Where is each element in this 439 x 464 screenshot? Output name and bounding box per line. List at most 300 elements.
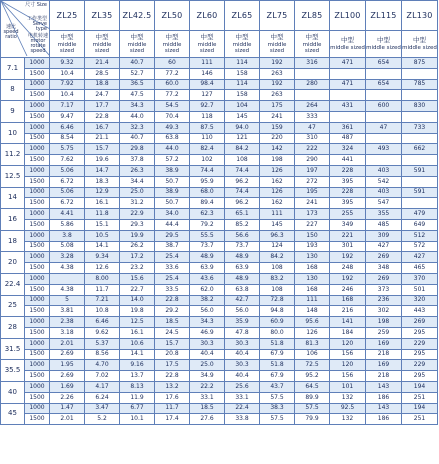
value-cell: 40.4	[190, 349, 225, 360]
value-cell: 403	[366, 165, 402, 176]
value-cell: 662	[402, 144, 438, 155]
value-cell: 96.2	[225, 176, 260, 187]
value-cell: 17.5	[155, 360, 190, 371]
value-cell: 5.2	[85, 414, 120, 425]
value-cell: 38.3	[260, 403, 295, 414]
value-cell: 542	[366, 176, 402, 187]
value-cell: 68.0	[190, 187, 225, 198]
value-cell: 22.4	[225, 403, 260, 414]
value-cell: 8.13	[120, 381, 155, 392]
value-cell: 92.5	[330, 403, 366, 414]
table-row	[1, 381, 438, 392]
value-cell: 15.7	[85, 144, 120, 155]
type-en: middle sized	[366, 44, 401, 51]
value-cell: 63.8	[225, 284, 260, 295]
value-cell: 9.47	[50, 111, 85, 122]
model-header: ZL25	[50, 1, 85, 31]
table-row	[1, 392, 438, 403]
value-cell: 169	[366, 360, 402, 371]
value-cell: 89.9	[295, 392, 330, 403]
table-row	[1, 284, 438, 295]
table-row	[1, 349, 438, 360]
value-cell: 132	[330, 414, 366, 425]
value-cell: 89.4	[190, 198, 225, 209]
speed-cell: 1500	[25, 219, 50, 230]
value-cell: 104	[225, 101, 260, 112]
value-cell: 221	[330, 230, 366, 241]
value-cell: 8.54	[50, 133, 85, 144]
value-cell: 220	[260, 133, 295, 144]
type-header	[330, 31, 366, 58]
value-cell: 572	[402, 241, 438, 252]
value-cell: 56.0	[190, 306, 225, 317]
value-cell: 51.8	[260, 338, 295, 349]
value-cell: 471	[330, 79, 366, 90]
ratio-cell: 22.4	[1, 273, 25, 295]
table-row	[1, 198, 438, 209]
ratio-cell: 8	[1, 79, 25, 101]
value-cell: 263	[260, 90, 295, 101]
value-cell: 57.5	[295, 403, 330, 414]
value-cell: 22.2	[190, 381, 225, 392]
value-cell	[330, 90, 366, 101]
table-row	[1, 133, 438, 144]
value-cell: 649	[402, 219, 438, 230]
value-cell: 47	[366, 122, 402, 133]
type-cn: 中型	[341, 36, 354, 45]
type-header	[295, 31, 330, 58]
value-cell: 186	[366, 392, 402, 403]
value-cell: 18.8	[85, 79, 120, 90]
value-cell: 22.8	[85, 111, 120, 122]
value-cell: 4.70	[85, 360, 120, 371]
value-cell	[366, 111, 402, 122]
value-cell: 501	[402, 284, 438, 295]
value-cell: 150	[295, 230, 330, 241]
speed-cell: 1500	[25, 414, 50, 425]
value-cell: 21.4	[85, 58, 120, 69]
value-cell: 84.2	[260, 252, 295, 263]
value-cell: 246	[330, 284, 366, 295]
type-cn: 中型	[377, 36, 390, 45]
value-cell: 14.1	[85, 241, 120, 252]
value-cell: 192	[330, 273, 366, 284]
size-label: 尺寸 Size	[25, 2, 47, 8]
value-cell: 395	[330, 198, 366, 209]
value-cell: 2.69	[50, 371, 85, 382]
value-cell: 11.7	[85, 284, 120, 295]
value-cell: 216	[330, 306, 366, 317]
table-row	[1, 219, 438, 230]
value-cell: 74.4	[225, 187, 260, 198]
model-header: ZL35	[85, 1, 120, 31]
value-cell: 79.9	[295, 414, 330, 425]
value-cell	[402, 90, 438, 101]
table-row	[1, 338, 438, 349]
model-header: ZL100	[330, 1, 366, 31]
table-row	[1, 187, 438, 198]
value-cell: 241	[295, 198, 330, 209]
value-cell: 733	[402, 122, 438, 133]
value-cell: 120	[330, 338, 366, 349]
value-cell: 875	[402, 58, 438, 69]
value-cell: 46.9	[190, 327, 225, 338]
value-cell: 126	[260, 165, 295, 176]
value-cell: 82.4	[190, 144, 225, 155]
table-row	[1, 122, 438, 133]
value-cell: 309	[366, 230, 402, 241]
speed-cell: 1500	[25, 111, 50, 122]
value-cell: 194	[402, 381, 438, 392]
value-cell: 6.77	[120, 403, 155, 414]
value-cell: 487	[330, 133, 366, 144]
value-cell: 56.6	[225, 230, 260, 241]
value-cell: 17.2	[120, 252, 155, 263]
value-cell: 591	[402, 187, 438, 198]
value-cell: 98.4	[190, 79, 225, 90]
value-cell: 96.2	[225, 198, 260, 209]
value-cell: 63.8	[155, 133, 190, 144]
value-cell: 108	[225, 155, 260, 166]
type-header	[402, 31, 438, 58]
value-cell: 130	[295, 273, 330, 284]
value-cell: 6.46	[50, 122, 85, 133]
value-cell: 62.0	[190, 284, 225, 295]
value-cell: 62.3	[190, 209, 225, 220]
value-cell: 3.18	[50, 327, 85, 338]
value-cell: 156	[330, 371, 366, 382]
value-cell: 60.0	[155, 79, 190, 90]
value-cell: 95.9	[190, 176, 225, 187]
value-cell: 33.1	[225, 392, 260, 403]
speed-cell: 1500	[25, 371, 50, 382]
table-row	[1, 371, 438, 382]
value-cell: 302	[366, 306, 402, 317]
speed-cell: 1000	[25, 403, 50, 414]
value-cell: 145	[260, 219, 295, 230]
value-cell: 25.0	[120, 187, 155, 198]
value-cell: 11.9	[120, 392, 155, 403]
value-cell: 92.7	[190, 101, 225, 112]
value-cell: 10.6	[120, 338, 155, 349]
value-cell: 15.7	[155, 338, 190, 349]
value-cell: 27.6	[190, 414, 225, 425]
value-cell: 241	[260, 111, 295, 122]
value-cell: 43.7	[260, 381, 295, 392]
ratio-cell: 16	[1, 209, 25, 231]
value-cell: 229	[402, 338, 438, 349]
value-cell: 5.06	[50, 165, 85, 176]
table-row	[1, 58, 438, 69]
value-cell: 124	[260, 241, 295, 252]
value-cell: 14.7	[85, 165, 120, 176]
value-cell: 50.7	[155, 176, 190, 187]
value-cell: 18.3	[85, 176, 120, 187]
speed-cell: 1500	[25, 133, 50, 144]
value-cell: 70.4	[155, 111, 190, 122]
value-cell: 175	[260, 101, 295, 112]
ratio-cell: 11.2	[1, 144, 25, 166]
value-cell: 40.7	[120, 58, 155, 69]
ratio-cell: 9	[1, 101, 25, 123]
value-cell: 348	[366, 263, 402, 274]
value-cell	[366, 155, 402, 166]
value-cell: 16.1	[120, 327, 155, 338]
speed-cell: 1500	[25, 306, 50, 317]
value-cell: 2.01	[50, 414, 85, 425]
value-cell: 269	[366, 252, 402, 263]
ratio-cell: 45	[1, 403, 25, 425]
type-cn: 中型	[200, 33, 214, 42]
speed-cell: 1500	[25, 392, 50, 403]
value-cell: 57.5	[260, 392, 295, 403]
type-header	[190, 31, 225, 58]
value-cell: 74.4	[225, 165, 260, 176]
speed-cell: 1500	[25, 241, 50, 252]
table-row	[1, 273, 438, 284]
speed-cell: 1000	[25, 101, 50, 112]
value-cell: 6.72	[50, 198, 85, 209]
value-cell: 9.34	[85, 252, 120, 263]
value-cell: 14.1	[120, 349, 155, 360]
value-cell: 1.47	[50, 403, 85, 414]
speed-cell: 1500	[25, 284, 50, 295]
value-cell: 21.1	[85, 133, 120, 144]
value-cell: 94.0	[225, 122, 260, 133]
speed-cell: 1500	[25, 349, 50, 360]
value-cell: 22.8	[155, 371, 190, 382]
value-cell: 11.7	[155, 403, 190, 414]
value-cell: 73.7	[190, 241, 225, 252]
value-cell: 4.17	[85, 381, 120, 392]
type-cn: 中型	[60, 33, 74, 42]
value-cell: 143	[366, 381, 402, 392]
value-cell: 9.32	[50, 58, 85, 69]
value-cell: 654	[366, 79, 402, 90]
speed-cell: 1000	[25, 317, 50, 328]
value-cell: 57.2	[155, 155, 190, 166]
value-cell: 25.4	[155, 273, 190, 284]
value-cell: 142	[260, 144, 295, 155]
value-cell: 95.6	[295, 317, 330, 328]
value-cell: 16.7	[85, 122, 120, 133]
value-cell: 5.06	[50, 187, 85, 198]
value-cell: 85.2	[225, 219, 260, 230]
value-cell: 83.2	[260, 273, 295, 284]
value-cell: 10.4	[50, 90, 85, 101]
value-cell: 272	[295, 176, 330, 187]
value-cell: 40.7	[120, 133, 155, 144]
value-cell: 255	[330, 209, 366, 220]
value-cell	[330, 111, 366, 122]
value-cell: 162	[260, 198, 295, 209]
model-header-row	[1, 1, 438, 31]
value-cell: 126	[295, 327, 330, 338]
value-cell	[366, 68, 402, 79]
model-header: ZL75	[260, 1, 295, 31]
value-cell: 3.28	[50, 252, 85, 263]
value-cell: 38.2	[190, 295, 225, 306]
table-row	[1, 306, 438, 317]
value-cell: 34.3	[120, 101, 155, 112]
value-cell: 6.46	[85, 317, 120, 328]
value-cell: 1.69	[50, 381, 85, 392]
table-row	[1, 165, 438, 176]
value-cell: 94.8	[260, 306, 295, 317]
value-cell: 30.3	[190, 338, 225, 349]
model-header: ZL130	[402, 1, 438, 31]
type-cn: 中型	[305, 33, 319, 42]
type-en: middle sized	[57, 41, 77, 54]
value-cell: 34.3	[190, 317, 225, 328]
value-cell: 33.6	[155, 263, 190, 274]
value-cell: 493	[366, 144, 402, 155]
type-cn: 中型	[130, 33, 144, 42]
value-cell: 44.0	[120, 111, 155, 122]
value-cell: 2.26	[50, 392, 85, 403]
value-cell: 11.8	[85, 209, 120, 220]
value-cell: 17.7	[85, 101, 120, 112]
type-header	[260, 31, 295, 58]
value-cell: 111	[260, 209, 295, 220]
value-cell: 355	[366, 209, 402, 220]
value-cell: 24.5	[155, 327, 190, 338]
value-cell: 33.8	[225, 414, 260, 425]
value-cell: 56.0	[225, 306, 260, 317]
value-cell: 198	[260, 155, 295, 166]
value-cell: 229	[402, 360, 438, 371]
value-cell: 361	[330, 122, 366, 133]
value-cell: 146	[190, 68, 225, 79]
value-cell: 111	[295, 295, 330, 306]
value-cell: 63.9	[225, 263, 260, 274]
value-cell: 47.8	[225, 327, 260, 338]
value-cell: 114	[225, 79, 260, 90]
value-cell: 13.2	[155, 381, 190, 392]
table-row	[1, 241, 438, 252]
type-header	[366, 31, 402, 58]
value-cell: 259	[366, 327, 402, 338]
value-cell: 126	[260, 187, 295, 198]
value-cell: 36.5	[120, 79, 155, 90]
value-cell: 269	[402, 317, 438, 328]
value-cell: 77.2	[155, 90, 190, 101]
type-en: middle sized	[162, 41, 182, 54]
speed-cell: 1500	[25, 198, 50, 209]
ratio-cell: 25	[1, 295, 25, 317]
value-cell: 35.9	[225, 317, 260, 328]
value-cell: 7.21	[85, 295, 120, 306]
value-cell: 10.4	[50, 68, 85, 79]
speed-cell: 1000	[25, 209, 50, 220]
speed-cell: 1500	[25, 68, 50, 79]
value-cell: 427	[402, 252, 438, 263]
value-cell: 121	[225, 133, 260, 144]
value-cell: 333	[295, 111, 330, 122]
speed-cell: 1500	[25, 90, 50, 101]
value-cell: 12.5	[120, 317, 155, 328]
value-cell: 10.1	[120, 414, 155, 425]
value-cell: 37.8	[120, 155, 155, 166]
type-header	[225, 31, 260, 58]
value-cell	[295, 68, 330, 79]
value-cell: 192	[260, 58, 295, 69]
value-cell: 222	[295, 144, 330, 155]
value-cell: 57.5	[260, 414, 295, 425]
value-cell: 248	[330, 263, 366, 274]
value-cell: 7.92	[50, 79, 85, 90]
value-cell: 44.0	[155, 144, 190, 155]
value-cell: 290	[295, 155, 330, 166]
table-row	[1, 252, 438, 263]
value-cell	[402, 176, 438, 187]
value-cell: 295	[402, 327, 438, 338]
value-cell: 192	[260, 79, 295, 90]
value-cell: 54.5	[155, 101, 190, 112]
value-cell: 77.2	[155, 68, 190, 79]
type-en: middle sized	[302, 41, 322, 54]
value-cell: 169	[366, 338, 402, 349]
type-cn: 中型	[235, 33, 249, 42]
value-cell: 198	[366, 317, 402, 328]
value-cell: 6.72	[50, 176, 85, 187]
value-cell: 280	[295, 79, 330, 90]
value-cell: 263	[260, 68, 295, 79]
value-cell: 87.5	[190, 122, 225, 133]
value-cell: 132	[330, 392, 366, 403]
table-row	[1, 263, 438, 274]
value-cell: 25.0	[190, 360, 225, 371]
speed-cell: 1000	[25, 79, 50, 90]
value-cell: 24.7	[85, 90, 120, 101]
ratio-cell: 10	[1, 122, 25, 144]
value-cell: 74.4	[190, 165, 225, 176]
value-cell: 80.0	[260, 327, 295, 338]
value-cell: 600	[366, 101, 402, 112]
value-cell: 32.3	[120, 122, 155, 133]
table-row	[1, 144, 438, 155]
value-cell: 23.2	[120, 263, 155, 274]
value-cell: 7.17	[50, 101, 85, 112]
speed-cell: 1000	[25, 58, 50, 69]
value-cell: 184	[330, 327, 366, 338]
type-en: middle sized	[267, 41, 287, 54]
value-cell: 48.9	[225, 273, 260, 284]
value-cell	[50, 273, 85, 284]
value-cell: 19.9	[120, 230, 155, 241]
table-body	[1, 58, 438, 425]
value-cell: 3.8	[50, 230, 85, 241]
table-row	[1, 209, 438, 220]
value-cell: 47.5	[120, 90, 155, 101]
value-cell: 29.2	[155, 306, 190, 317]
value-cell: 4.38	[50, 263, 85, 274]
value-cell	[402, 198, 438, 209]
value-cell: 2.01	[50, 338, 85, 349]
value-cell: 29.8	[120, 144, 155, 155]
value-cell: 6.24	[85, 392, 120, 403]
table-row	[1, 155, 438, 166]
value-cell: 195	[295, 187, 330, 198]
value-cell: 55.5	[190, 230, 225, 241]
value-cell: 34.9	[190, 371, 225, 382]
value-cell: 95.2	[295, 371, 330, 382]
value-cell: 33.5	[155, 284, 190, 295]
value-cell: 324	[330, 144, 366, 155]
value-cell: 22.9	[120, 209, 155, 220]
value-cell: 17.6	[155, 392, 190, 403]
value-cell: 67.9	[260, 371, 295, 382]
